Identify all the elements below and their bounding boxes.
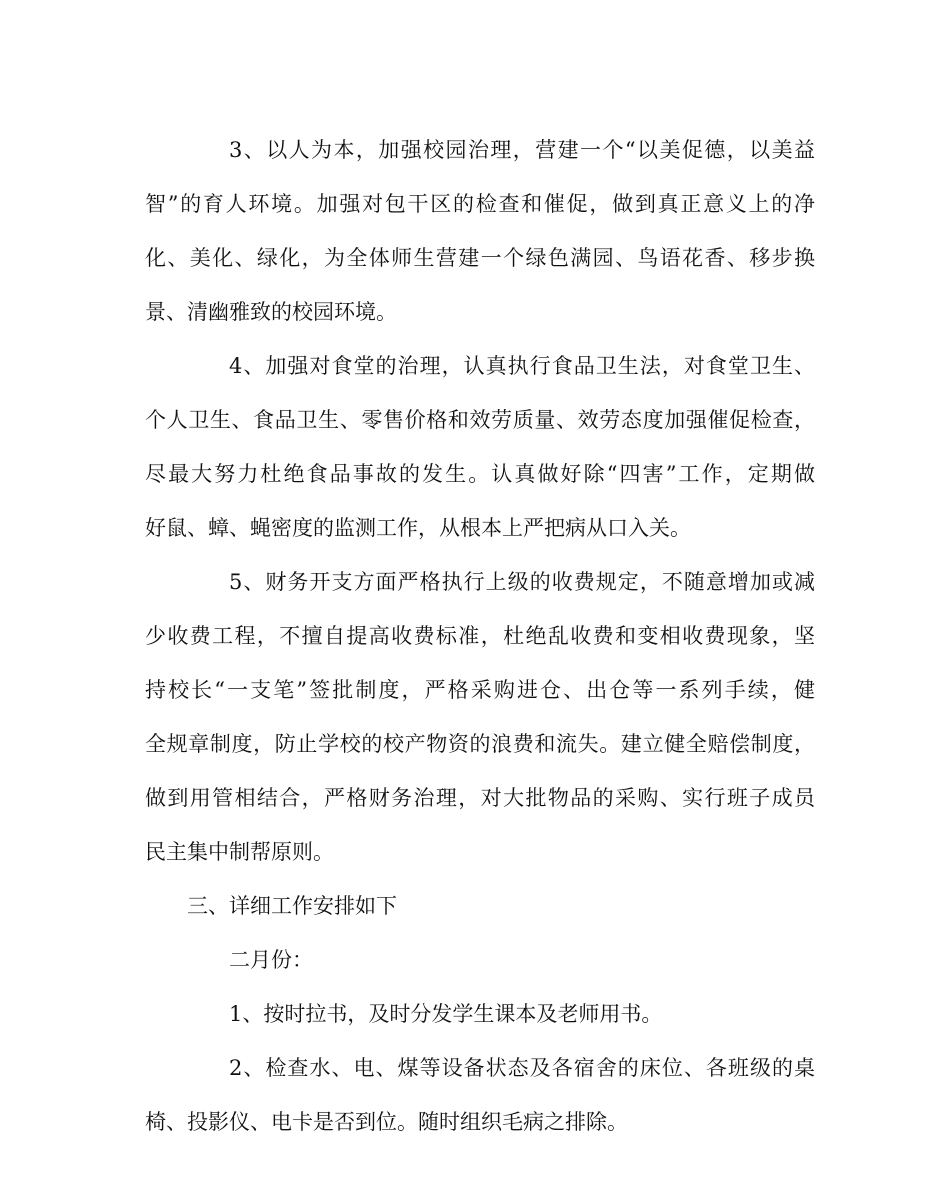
paragraph-5-line-6: 民主集中制帮原则。 (145, 840, 334, 864)
paragraph-4-line-3: 尽最大努力杜绝食品事故的发生。认真做好除“四害”工作，定期做 (145, 462, 815, 486)
paragraph-5-line-5: 做到用管相结合，严格财务治理，对大批物品的采购、实行班子成员 (145, 786, 815, 810)
section-heading: 三、详细工作安排如下 (187, 894, 397, 918)
paragraph-3-line-4: 景、清幽雅致的校园环境。 (145, 300, 397, 324)
item-2-line-1: 2、检查水、电、煤等设备状态及各宿舍的床位、各班级的桌 (229, 1056, 815, 1080)
paragraph-4-line-2: 个人卫生、食品卫生、零售价格和效劳质量、效劳态度加强催促检查， (145, 408, 815, 432)
paragraph-3-line-2: 智”的育人环境。加强对包干区的检查和催促，做到真正意义上的净 (145, 192, 815, 216)
item-1: 1、按时拉书，及时分发学生课本及老师用书。 (229, 1002, 663, 1026)
paragraph-5-line-3: 持校长“一支笔”签批制度，严格采购进仓、出仓等一系列手续，健 (145, 678, 815, 702)
paragraph-5-line-4: 全规章制度，防止学校的校产物资的浪费和流失。建立健全赔偿制度， (145, 732, 815, 756)
paragraph-3-line-1: 3、以人为本，加强校园治理，营建一个“以美促德，以美益 (229, 138, 815, 162)
item-2-line-2: 椅、投影仪、电卡是否到位。随时组织毛病之排除。 (145, 1110, 628, 1134)
paragraph-4-line-4: 好鼠、蟑、蝇密度的监测工作，从根本上严把病从口入关。 (145, 516, 691, 540)
paragraph-5-line-1: 5、财务开支方面严格执行上级的收费规定，不随意增加或减 (229, 570, 815, 594)
month-heading: 二月份： (229, 948, 313, 972)
paragraph-5-line-2: 少收费工程，不擅自提高收费标准，杜绝乱收费和变相收费现象，坚 (145, 624, 815, 648)
paragraph-4-line-1: 4、加强对食堂的治理，认真执行食品卫生法，对食堂卫生、 (229, 354, 815, 378)
paragraph-3-line-3: 化、美化、绿化，为全体师生营建一个绿色满园、鸟语花香、移步换 (145, 246, 815, 270)
